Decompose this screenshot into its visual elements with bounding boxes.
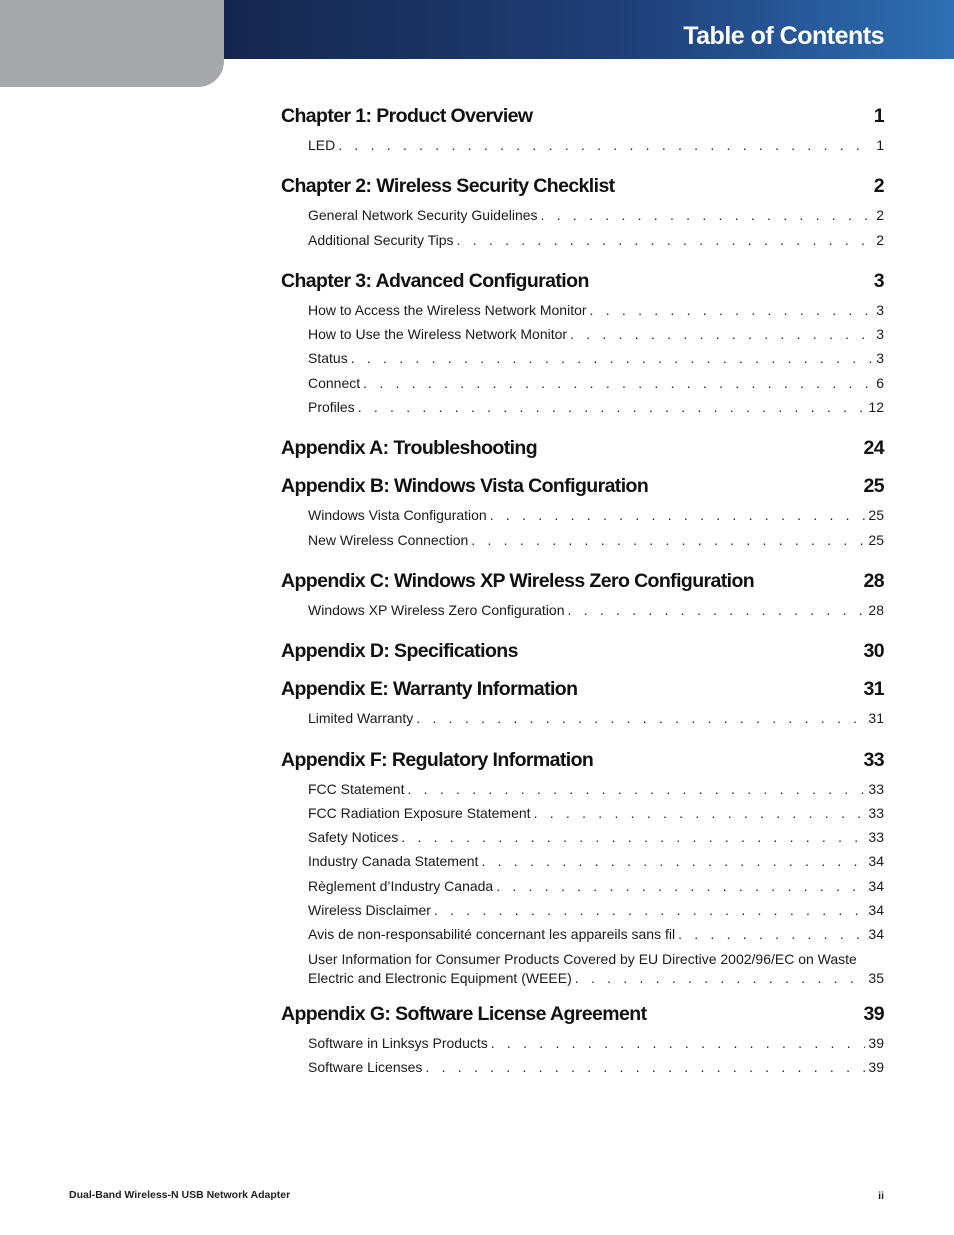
chapter-page: 24 <box>863 437 884 460</box>
entry-title: LED <box>308 137 336 153</box>
entry-page: 3 <box>876 326 884 343</box>
dot-leader <box>351 349 874 368</box>
toc-chapter-2[interactable] <box>281 175 884 198</box>
toc-entry-reglement[interactable] <box>308 877 884 901</box>
chapter-title: Chapter 3: Advanced Configuration <box>281 269 589 292</box>
toc-appendix-f[interactable] <box>281 749 884 772</box>
chapter-page: 1 <box>873 105 884 127</box>
dot-leader <box>481 852 865 871</box>
footer-product-name: Dual-Band Wireless-N USB Network Adapter <box>69 1189 291 1201</box>
entry-title: Status <box>308 350 348 367</box>
toc-entry-status[interactable] <box>308 349 884 373</box>
entry-title: Wireless Disclaimer <box>308 902 431 919</box>
entry-title: Industry Canada Statement <box>308 853 479 870</box>
entry-page: 25 <box>868 507 884 524</box>
entry-title: Profiles <box>308 399 355 416</box>
chapter-page: 33 <box>863 748 884 771</box>
toc-entry-led[interactable] <box>308 136 884 160</box>
toc-entry-vista-config[interactable] <box>308 506 884 530</box>
chapter-title: Appendix G: Software License Agreement <box>281 1002 647 1025</box>
dot-leader <box>416 709 865 728</box>
entry-title: Windows Vista Configuration <box>308 507 487 524</box>
entry-title-line2: Electric and Electronic Equipment (WEEE) <box>308 969 572 986</box>
dot-leader <box>568 601 866 620</box>
entry-page: 2 <box>876 231 884 248</box>
dot-leader <box>496 877 865 896</box>
chapter-title: Appendix D: Specifications <box>281 640 518 663</box>
corner-tab <box>0 0 224 87</box>
entry-page: 2 <box>876 207 884 224</box>
toc-entry-limited-warranty[interactable] <box>308 709 884 733</box>
chapter-page: 28 <box>863 569 884 592</box>
chapter-page: 39 <box>863 1002 884 1025</box>
entry-title: Règlement d’Industry Canada <box>308 877 494 894</box>
entry-page: 33 <box>868 780 884 797</box>
toc-entry-connect[interactable] <box>308 374 884 398</box>
entry-title: Limited Warranty <box>308 710 414 727</box>
entry-title: FCC Statement <box>308 780 405 797</box>
entry-page: 34 <box>868 877 884 894</box>
toc-entry-fcc-radiation[interactable] <box>308 804 884 828</box>
toc-entry-security-guidelines[interactable] <box>308 206 884 230</box>
chapter-page: 3 <box>873 269 884 292</box>
entry-title: Connect <box>308 374 361 391</box>
toc-entry-software-licenses[interactable] <box>308 1058 884 1082</box>
entry-page: 39 <box>868 1058 884 1075</box>
entry-page: 34 <box>868 926 884 943</box>
toc-entry-industry-canada[interactable] <box>308 852 884 876</box>
dot-leader <box>457 231 874 250</box>
dot-leader <box>678 925 865 944</box>
dot-leader <box>434 901 866 920</box>
toc-entry-xp-zero-config[interactable] <box>308 601 884 625</box>
entry-title: FCC Radiation Exposure Statement <box>308 804 531 821</box>
chapter-title: Appendix A: Troubleshooting <box>281 437 538 460</box>
dot-leader <box>471 531 865 550</box>
entry-title: Additional Security Tips <box>308 231 454 248</box>
chapter-title: Appendix F: Regulatory Information <box>281 748 594 771</box>
entry-page: 39 <box>868 1034 884 1051</box>
entry-title: How to Use the Wireless Network Monitor <box>308 326 568 343</box>
chapter-title: Chapter 2: Wireless Security Checklist <box>281 175 615 198</box>
toc-entry-use-monitor[interactable] <box>308 325 884 349</box>
entry-title: Software in Linksys Products <box>308 1034 488 1051</box>
page-title: Table of Contents <box>683 22 884 50</box>
toc-entry-software-in-linksys[interactable] <box>308 1034 884 1058</box>
chapter-title: Appendix C: Windows XP Wireless Zero Configuration <box>281 569 755 592</box>
entry-title: New Wireless Connection <box>308 531 469 548</box>
toc-appendix-a[interactable] <box>281 437 884 460</box>
chapter-page: 25 <box>863 475 884 498</box>
dot-leader <box>358 398 866 417</box>
dot-leader <box>541 206 874 225</box>
table-of-contents <box>281 105 884 1082</box>
entry-page: 28 <box>868 601 884 618</box>
entry-title: General Network Security Guidelines <box>308 207 538 224</box>
chapter-page: 2 <box>873 175 884 198</box>
toc-appendix-c[interactable] <box>281 570 884 593</box>
toc-entry-wireless-disclaimer[interactable] <box>308 901 884 925</box>
entry-title: Windows XP Wireless Zero Configuration <box>308 601 565 618</box>
entry-page: 25 <box>868 531 884 548</box>
entry-page: 34 <box>868 902 884 919</box>
entry-title: Avis de non-responsabilité concernant les appareils sans fil <box>308 926 676 943</box>
dot-leader <box>425 1058 865 1077</box>
toc-entry-new-connection[interactable] <box>308 531 884 555</box>
toc-entry-avis[interactable] <box>308 925 884 949</box>
dot-leader <box>570 325 873 344</box>
entry-title: Software Licenses <box>308 1058 423 1075</box>
entry-page: 1 <box>876 137 884 153</box>
entry-page: 34 <box>868 853 884 870</box>
entry-page: 31 <box>868 710 884 727</box>
toc-appendix-g[interactable] <box>281 1003 884 1026</box>
chapter-page: 31 <box>863 678 884 701</box>
dot-leader <box>491 1034 866 1053</box>
dot-leader <box>338 136 873 155</box>
entry-page: 35 <box>868 969 884 986</box>
dot-leader <box>534 804 866 823</box>
entry-title-line1: User Information for Consumer Products Covered by EU Directive 2002/96/EC on Waste <box>308 950 857 967</box>
entry-page: 6 <box>876 374 884 391</box>
toc-appendix-d[interactable] <box>281 640 884 663</box>
toc-entry-access-monitor[interactable] <box>308 301 884 325</box>
toc-entry-fcc-statement[interactable] <box>308 780 884 804</box>
toc-chapter-3[interactable] <box>281 270 884 293</box>
toc-appendix-e[interactable] <box>281 678 884 701</box>
dot-leader <box>401 828 865 847</box>
entry-page: 3 <box>876 301 884 318</box>
entry-page: 33 <box>868 829 884 846</box>
footer-page-number: ii <box>878 1190 884 1202</box>
chapter-title: Appendix E: Warranty Information <box>281 678 578 701</box>
entry-page: 12 <box>868 399 884 416</box>
toc-chapter-1[interactable] <box>281 105 884 128</box>
dot-leader <box>490 506 866 525</box>
toc-entry-profiles[interactable] <box>308 398 884 422</box>
dot-leader <box>363 374 873 393</box>
toc-appendix-b[interactable] <box>281 475 884 498</box>
toc-entry-safety-notices[interactable] <box>308 828 884 852</box>
toc-entry-weee[interactable] <box>308 950 884 988</box>
entry-page: 3 <box>876 350 884 367</box>
entry-title: How to Access the Wireless Network Monitor <box>308 301 587 318</box>
dot-leader <box>590 301 874 320</box>
header-band <box>224 0 954 59</box>
entry-page: 33 <box>868 804 884 821</box>
toc-entry-security-tips[interactable] <box>308 231 884 255</box>
chapter-page: 30 <box>863 640 884 663</box>
dot-leader <box>407 780 865 799</box>
chapter-title: Appendix B: Windows Vista Configuration <box>281 475 649 498</box>
chapter-title: Chapter 1: Product Overview <box>281 105 533 127</box>
dot-leader <box>575 969 866 988</box>
entry-title: Safety Notices <box>308 829 399 846</box>
